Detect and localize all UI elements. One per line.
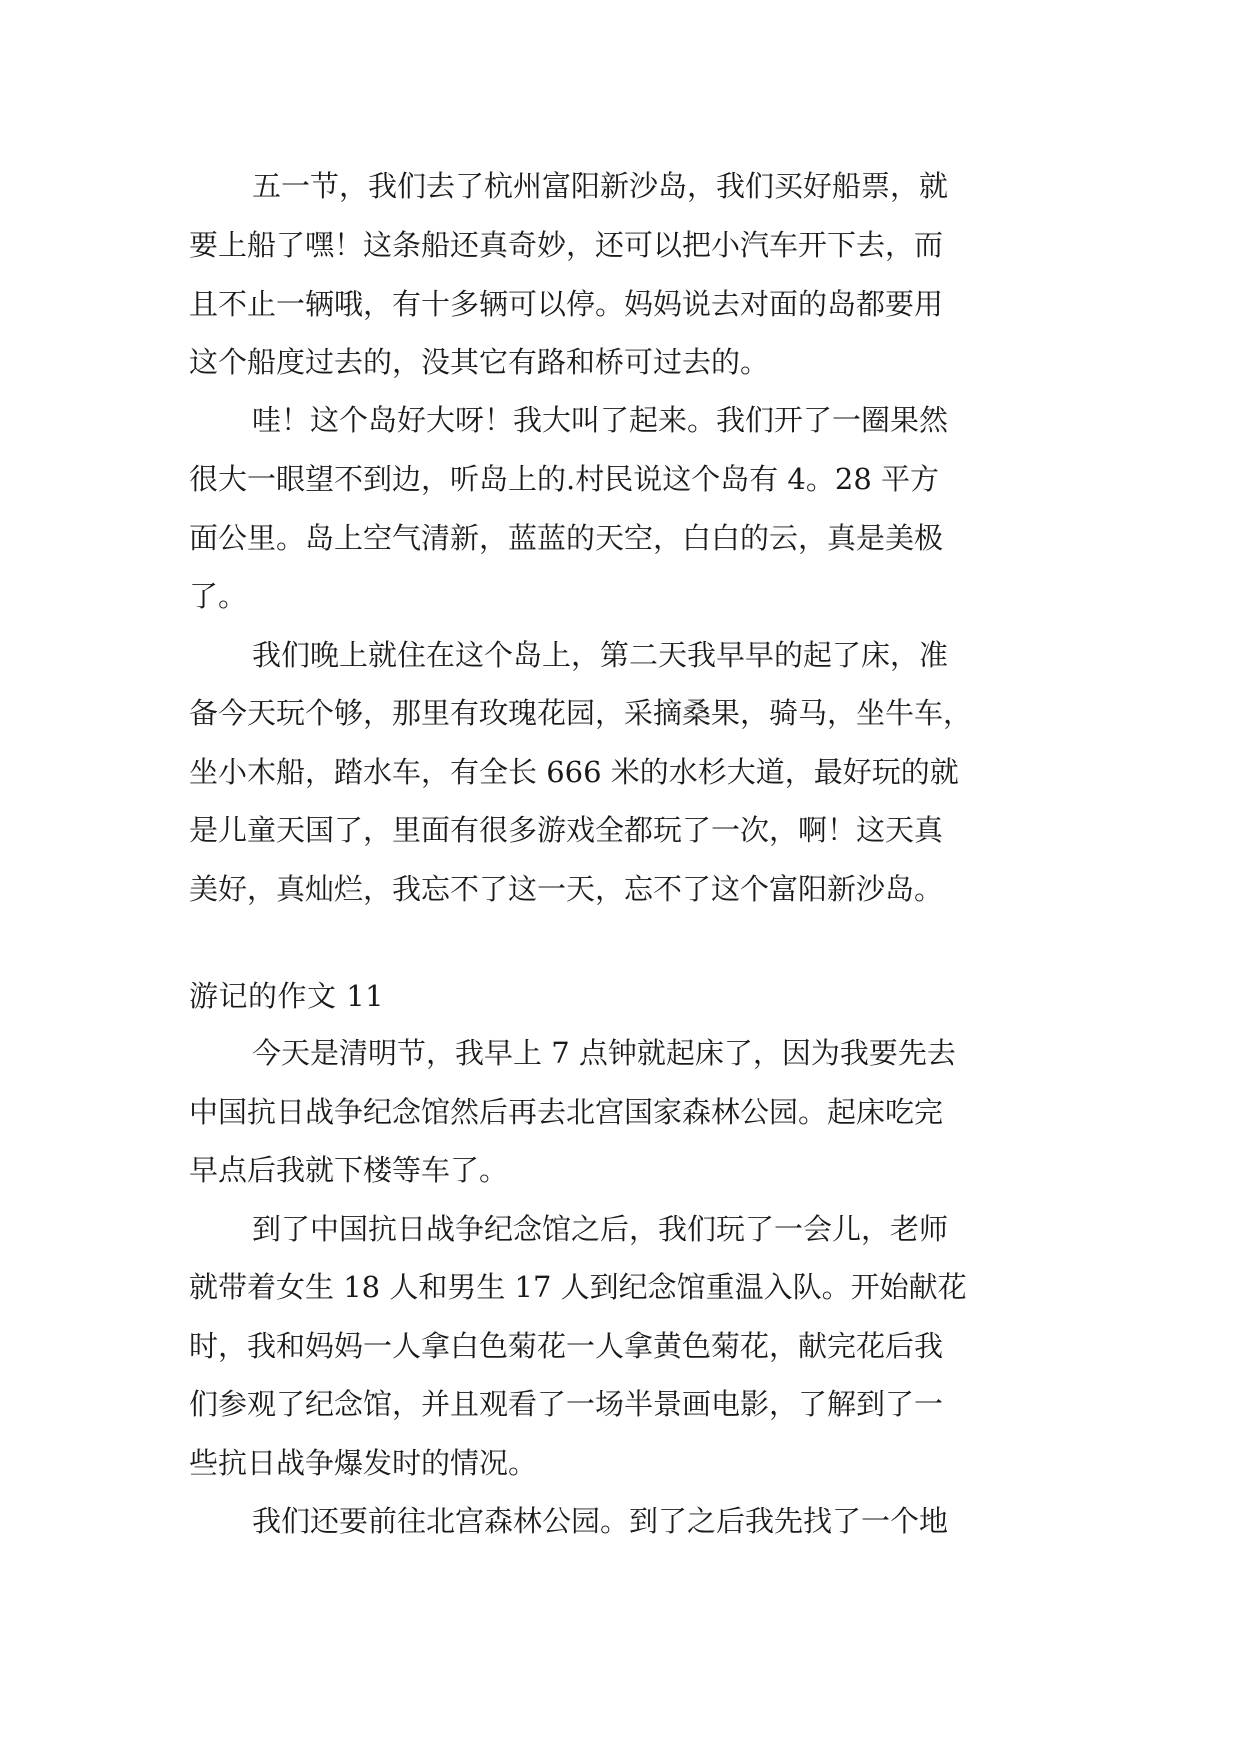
- paragraph-line: 要上船了嘿！这条船还真奇妙，还可以把小汽车开下去，而: [189, 228, 944, 262]
- section-title: 游记的作文 11: [189, 979, 385, 1013]
- paragraph-line: 五一节，我们去了杭州富阳新沙岛，我们买好船票，就: [252, 169, 949, 203]
- paragraph-line: 且不止一辆哦，有十多辆可以停。妈妈说去对面的岛都要用: [189, 287, 944, 321]
- paragraph-line: 是儿童天国了，里面有很多游戏全都玩了一次，啊！这天真: [189, 813, 944, 847]
- paragraph-line: 到了中国抗日战争纪念馆之后，我们玩了一会儿，老师: [252, 1212, 949, 1246]
- paragraph-line: 这个船度过去的，没其它有路和桥可过去的。: [189, 345, 770, 379]
- paragraph-line: 早点后我就下楼等车了。: [189, 1153, 509, 1187]
- paragraph-line: 美好，真灿烂，我忘不了这一天，忘不了这个富阳新沙岛。: [189, 872, 944, 906]
- paragraph-line: 今天是清明节，我早上 7 点钟就起床了，因为我要先去: [252, 1036, 956, 1070]
- paragraph-line: 我们还要前往北宫森林公园。到了之后我先找了一个地: [252, 1504, 949, 1538]
- paragraph-line: 中国抗日战争纪念馆然后再去北宫国家森林公园。起床吃完: [189, 1095, 944, 1129]
- paragraph-line: 时，我和妈妈一人拿白色菊花一人拿黄色菊花，献完花后我: [189, 1329, 944, 1363]
- paragraph-line: 了。: [189, 579, 248, 613]
- paragraph-line: 哇！这个岛好大呀！我大叫了起来。我们开了一圈果然: [252, 403, 949, 437]
- paragraph-line: 备今天玩个够，那里有玫瑰花园，采摘桑果，骑马，坐牛车，: [189, 696, 973, 730]
- paragraph-line: 们参观了纪念馆，并且观看了一场半景画电影，了解到了一: [189, 1387, 944, 1421]
- paragraph-line: 面公里。岛上空气清新，蓝蓝的天空，白白的云，真是美极: [189, 521, 944, 555]
- paragraph-line: 很大一眼望不到边，听岛上的.村民说这个岛有 4。28 平方: [189, 462, 940, 496]
- paragraph-line: 就带着女生 18 人和男生 17 人到纪念馆重温入队。开始献花: [189, 1270, 967, 1304]
- paragraph-line: 我们晚上就住在这个岛上，第二天我早早的起了床，准: [252, 638, 949, 672]
- paragraph-line: 些抗日战争爆发时的情况。: [189, 1446, 538, 1480]
- paragraph-line: 坐小木船，踏水车，有全长 666 米的水杉大道，最好玩的就: [189, 755, 959, 789]
